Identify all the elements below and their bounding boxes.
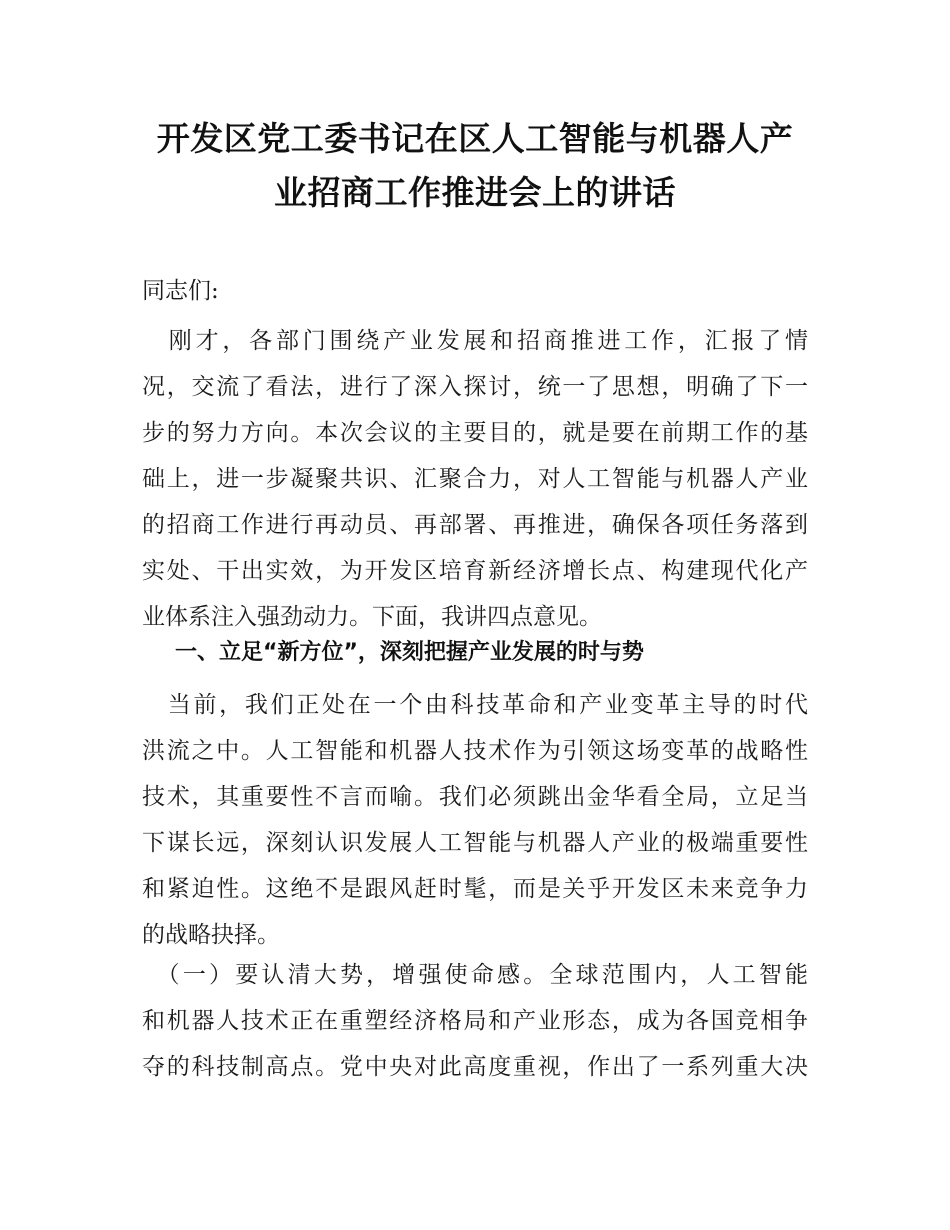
paragraph-line: 和紧迫性。这绝不是跟风赶时髦，而是关乎开发区未来竞争力 <box>142 876 808 902</box>
paragraph-line: 夺的科技制高点。党中央对此高度重视，作出了一系列重大决 <box>142 1054 808 1080</box>
paragraph-2 <box>142 682 808 958</box>
paragraph-line: 当前，我们正处在一个由科技革命和产业变革主导的时代 <box>142 692 808 718</box>
salutation: 同志们: <box>142 278 219 304</box>
title-line-1: 开发区党工委书记在区人工智能与机器人产 <box>156 119 794 158</box>
paragraph-line: 础上，进一步凝聚共识、汇聚合力，对人工智能与机器人产业 <box>142 466 808 492</box>
paragraph-line: 的战略抉择。 <box>142 922 280 948</box>
paragraph-1 <box>142 318 808 640</box>
section-heading-1: 一、立足“新方位”，深刻把握产业发展的时与势 <box>175 640 644 665</box>
paragraph-3 <box>142 952 808 1090</box>
paragraph-line: 步的努力方向。本次会议的主要目的，就是要在前期工作的基 <box>142 420 808 446</box>
paragraph-line: 实处、干出实效，为开发区培育新经济增长点、构建现代化产 <box>142 558 808 584</box>
paragraph-line: 刚才，各部门围绕产业发展和招商推进工作，汇报了情 <box>142 328 808 354</box>
paragraph-line: 技术，其重要性不言而喻。我们必须跳出金华看全局，立足当 <box>142 784 808 810</box>
paragraph-line: 下谋长远，深刻认识发展人工智能与机器人产业的极端重要性 <box>142 830 808 856</box>
paragraph-line: 和机器人技术正在重塑经济格局和产业形态，成为各国竞相争 <box>142 1008 808 1034</box>
document-title <box>100 112 850 220</box>
paragraph-line: （一）要认清大势，增强使命感。全球范围内，人工智能 <box>142 962 808 988</box>
paragraph-line: 业体系注入强劲动力。下面，我讲四点意见。 <box>142 604 602 630</box>
title-line-2: 业招商工作推进会上的讲话 <box>274 173 676 212</box>
paragraph-line: 况，交流了看法，进行了深入探讨，统一了思想，明确了下一 <box>142 374 808 400</box>
paragraph-line: 洪流之中。人工智能和机器人技术作为引领这场变革的战略性 <box>142 738 808 764</box>
paragraph-line: 的招商工作进行再动员、再部署、再推进，确保各项任务落到 <box>142 512 808 538</box>
